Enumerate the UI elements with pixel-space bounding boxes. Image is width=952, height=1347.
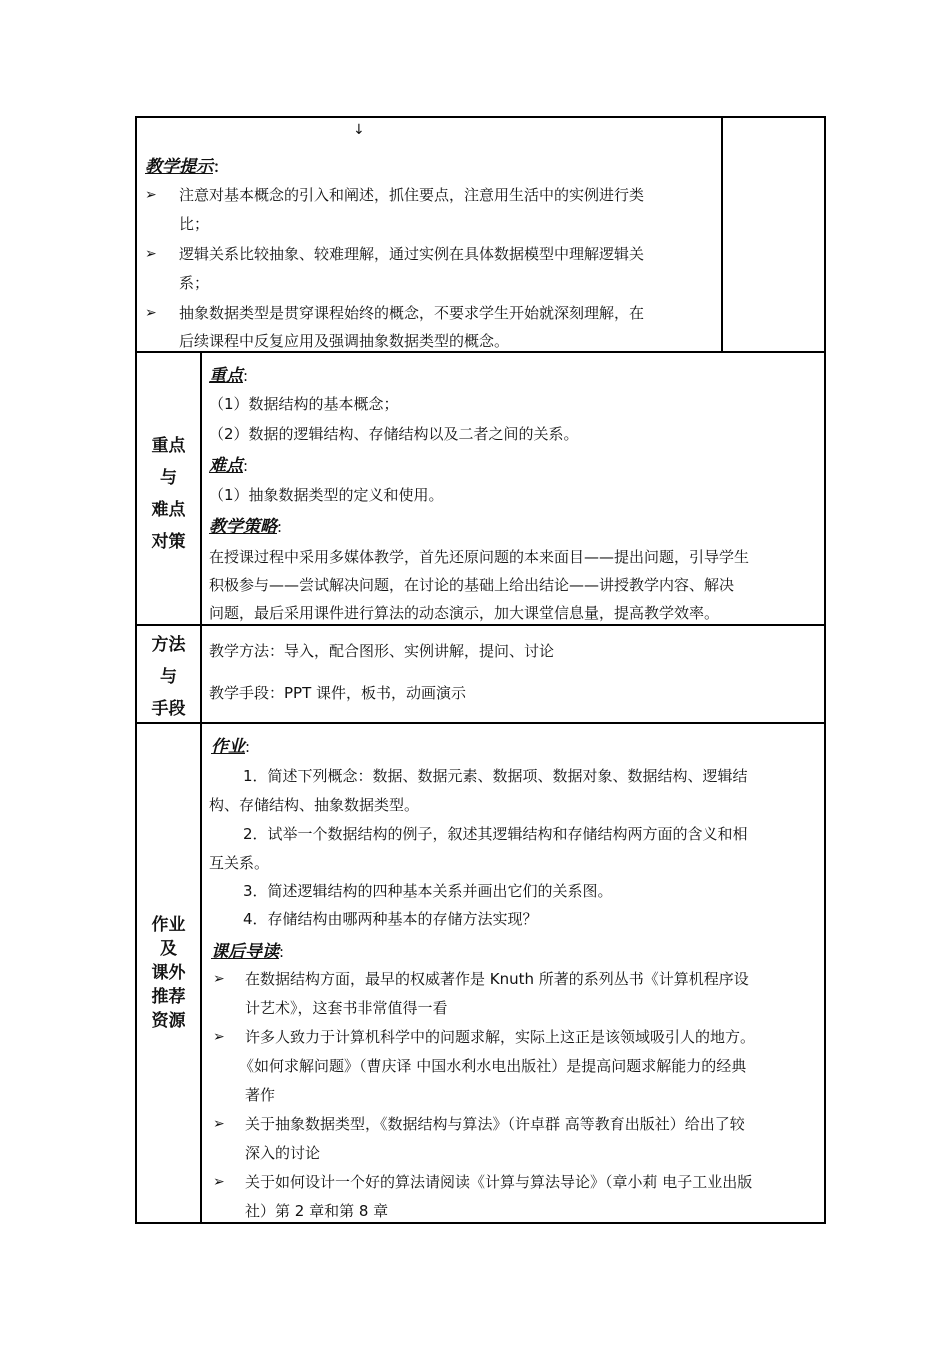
key-points-label-2: 与 (160, 468, 177, 488)
column-divider (200, 626, 202, 722)
hint-3-line-1: 抽象数据类型是贯穿课程始终的概念，不要求学生开始就深刻理解，在 (179, 304, 645, 322)
hint-2-line-1: 逻辑关系比较抽象、较难理解，通过实例在具体数据模型中理解逻辑关 (179, 245, 645, 263)
hint-1-line-2: 比； (179, 215, 210, 233)
down-arrow-marker: ↓ (353, 122, 365, 138)
homework-row (137, 724, 824, 1224)
key-points-label-1: 重点 (151, 436, 186, 456)
difficulty-line-1: （1）抽象数据类型的定义和使用。 (209, 486, 444, 504)
lesson-plan-table (135, 116, 826, 1224)
teaching-hints-row (137, 118, 824, 353)
methods-label-2: 与 (160, 667, 177, 687)
reading-1-line-2: 计艺术》，这套书非常值得一看 (245, 999, 448, 1017)
key-points-label-3: 难点 (151, 500, 186, 520)
homework-line-5: 3．简述逻辑结构的四种基本关系并画出它们的关系图。 (243, 882, 613, 900)
homework-line-3: 2．试举一个数据结构的例子，叙述其逻辑结构和存储结构两方面的含义和相 (243, 825, 748, 843)
homework-line-4: 互关系。 (209, 854, 270, 872)
column-divider (200, 724, 202, 1224)
reading-heading: 课后导读: (211, 942, 285, 962)
column-divider (721, 118, 723, 351)
key-points-label-4: 对策 (151, 532, 186, 552)
reading-2-line-1: 许多人致力于计算机科学中的问题求解，实际上这正是该领域吸引人的地方。 (245, 1028, 756, 1046)
hint-2-line-2: 系； (179, 274, 210, 292)
homework-label-2: 及 (160, 939, 177, 959)
hint-1-line-1: 注意对基本概念的引入和阐述，抓住要点，注意用生活中的实例进行类 (179, 186, 645, 204)
hint-3-line-2: 后续课程中反复应用及强调抽象数据类型的概念。 (179, 332, 510, 350)
reading-4-line-1: 关于如何设计一个好的算法请阅读《计算与算法导论》（章小莉 电子工业出版 (245, 1173, 753, 1191)
column-divider (200, 353, 202, 624)
teaching-means: 教学手段：PPT 课件，板书，动画演示 (209, 684, 467, 702)
strategy-heading: 教学策略: (209, 517, 283, 537)
key-heading: 重点: (209, 366, 249, 386)
strategy-line-3: 问题，最后采用课件进行算法的动态演示，加大课堂信息量，提高教学效率。 (209, 604, 720, 622)
homework-line-6: 4．存储结构由哪两种基本的存储方法实现？ (243, 910, 538, 928)
bullet-icon: ➢ (213, 971, 225, 987)
homework-label-3: 课外 (151, 963, 186, 983)
bullet-icon: ➢ (145, 305, 157, 321)
homework-line-1: 1．简述下列概念：数据、数据元素、数据项、数据对象、数据结构、逻辑结 (243, 767, 748, 785)
bullet-icon: ➢ (213, 1029, 225, 1045)
homework-label-1: 作业 (151, 915, 186, 935)
bullet-icon: ➢ (213, 1174, 225, 1190)
bullet-icon: ➢ (145, 187, 157, 203)
key-line-1: （1）数据结构的基本概念； (209, 395, 399, 413)
reading-3-line-1: 关于抽象数据类型，《数据结构与算法》（许卓群 高等教育出版社）给出了较 (245, 1115, 745, 1133)
reading-1-line-1: 在数据结构方面，最早的权威著作是 Knuth 所著的系列丛书《计算机程序设 (245, 970, 749, 988)
bullet-icon: ➢ (145, 246, 157, 262)
strategy-line-2: 积极参与——尝试解决问题，在讨论的基础上给出结论——讲授教学内容、解决 (209, 576, 735, 594)
teaching-hints-heading: 教学提示： (145, 157, 229, 177)
homework-heading: 作业: (211, 737, 251, 757)
methods-label-3: 手段 (151, 699, 186, 719)
key-line-2: （2）数据的逻辑结构、存储结构以及二者之间的关系。 (209, 425, 579, 443)
bullet-icon: ➢ (213, 1116, 225, 1132)
reading-2-line-3: 著作 (245, 1086, 276, 1104)
reading-3-line-2: 深入的讨论 (245, 1144, 321, 1162)
teaching-methods: 教学方法：导入，配合图形、实例讲解，提问、讨论 (209, 642, 555, 660)
homework-label-5: 资源 (151, 1011, 186, 1031)
reading-2-line-2: 《如何求解问题》（曹庆译 中国水利水电出版社）是提高问题求解能力的经典 (239, 1057, 747, 1075)
homework-line-2: 构、存储结构、抽象数据类型。 (209, 796, 420, 814)
key-points-row (137, 353, 824, 626)
strategy-line-1: 在授课过程中采用多媒体教学，首先还原问题的本来面目——提出问题，引导学生 (209, 548, 750, 566)
difficulty-heading: 难点: (209, 456, 249, 476)
methods-label-1: 方法 (151, 635, 186, 655)
homework-label-4: 推荐 (151, 987, 186, 1007)
reading-4-line-2: 社）第 2 章和第 8 章 (245, 1202, 389, 1220)
methods-row (137, 626, 824, 724)
